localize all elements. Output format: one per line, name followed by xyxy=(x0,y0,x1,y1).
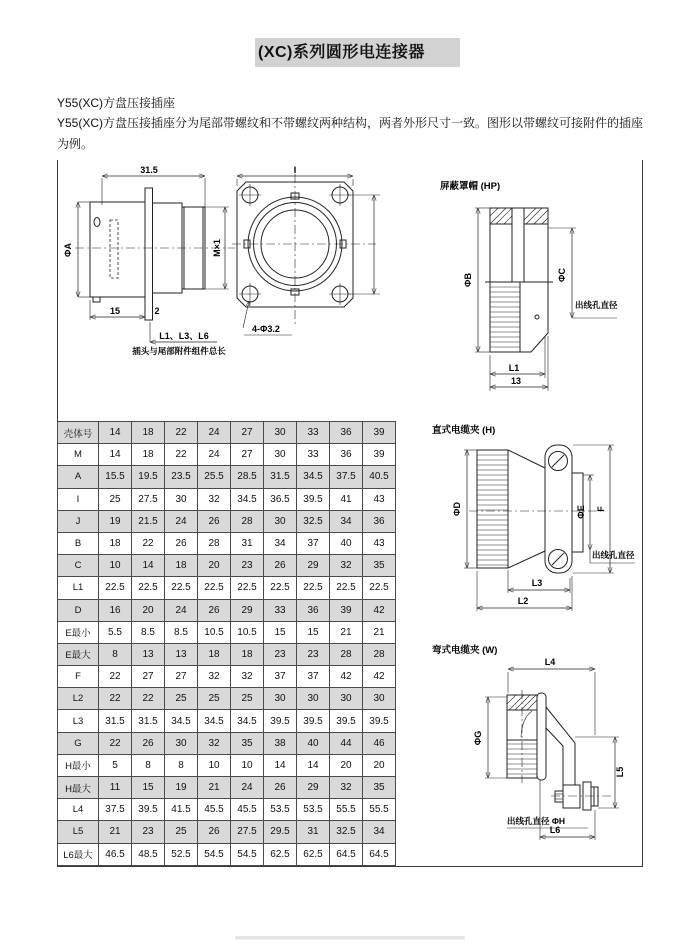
row-label: L4 xyxy=(58,799,99,821)
table-cell: 31.5 xyxy=(99,710,132,732)
table-cell: 23 xyxy=(297,643,330,665)
table-row xyxy=(58,666,396,688)
table-cell: 21 xyxy=(363,621,396,643)
dim-thread: M×1 xyxy=(212,239,222,257)
table-cell: 32 xyxy=(330,555,363,577)
table-cell: 14 xyxy=(264,754,297,776)
table-cell: 26 xyxy=(198,510,231,532)
table-cell: 19 xyxy=(99,510,132,532)
dim-l3: L3 xyxy=(531,578,543,588)
table-cell: 21 xyxy=(99,821,132,843)
row-label: C xyxy=(58,555,99,577)
table-row xyxy=(58,821,396,843)
table-cell: 41.5 xyxy=(165,799,198,821)
table-cell: 22.5 xyxy=(297,577,330,599)
angle-clamp-drawing xyxy=(425,640,641,852)
table-cell: 27.5 xyxy=(231,821,264,843)
table-cell: 23 xyxy=(264,643,297,665)
table-cell: 54.5 xyxy=(198,843,231,865)
table-cell: 22.5 xyxy=(99,577,132,599)
table-cell: 8 xyxy=(99,643,132,665)
table-cell: 35 xyxy=(231,732,264,754)
straight-clamp-drawing xyxy=(425,420,641,620)
table-header-cell: 18 xyxy=(132,422,165,444)
table-cell: 52.5 xyxy=(165,843,198,865)
table-cell: 13 xyxy=(132,643,165,665)
dim-i: I xyxy=(293,165,297,175)
row-label: L3 xyxy=(58,710,99,732)
front-view-drawing xyxy=(230,160,405,345)
table-cell: 64.5 xyxy=(363,843,396,865)
row-label: 壳体号 xyxy=(58,422,99,444)
table-cell: 32 xyxy=(198,666,231,688)
table-cell: 22.5 xyxy=(231,577,264,599)
table-row xyxy=(58,466,396,488)
table-row xyxy=(58,488,396,510)
dim-f: F xyxy=(596,506,606,512)
footer-divider xyxy=(235,936,465,939)
table-header-row xyxy=(58,422,396,444)
dim-31-5: 31.5 xyxy=(140,165,158,175)
product-description: Y55(XC)方盘压接插座分为尾部带螺纹和不带螺纹两种结构，两者外形尺寸一致。图形以带螺纹可接附件的插座为例。 xyxy=(57,116,644,151)
table-cell: 39 xyxy=(330,599,363,621)
table-cell: 20 xyxy=(330,754,363,776)
table-cell: 62.5 xyxy=(264,843,297,865)
table-cell: 10 xyxy=(198,754,231,776)
table-cell: 25 xyxy=(99,488,132,510)
table-cell: 30 xyxy=(264,510,297,532)
table-cell: 25 xyxy=(231,688,264,710)
row-label: M xyxy=(58,444,99,466)
table-cell: 23 xyxy=(132,821,165,843)
table-cell: 34.5 xyxy=(231,710,264,732)
row-label: A xyxy=(58,466,99,488)
table-cell: 54.5 xyxy=(231,843,264,865)
table-cell: 10.5 xyxy=(231,621,264,643)
table-cell: 39 xyxy=(363,444,396,466)
table-cell: 19 xyxy=(165,777,198,799)
table-cell: 32.5 xyxy=(297,510,330,532)
table-cell: 32 xyxy=(198,488,231,510)
table-cell: 23.5 xyxy=(165,466,198,488)
table-cell: 38 xyxy=(264,732,297,754)
table-cell: 8.5 xyxy=(132,621,165,643)
table-cell: 14 xyxy=(99,444,132,466)
table-cell: 31 xyxy=(297,821,330,843)
table-cell: 22 xyxy=(99,688,132,710)
table-row xyxy=(58,799,396,821)
table-cell: 48.5 xyxy=(132,843,165,865)
table-cell: 25 xyxy=(165,688,198,710)
table-cell: 44 xyxy=(330,732,363,754)
table-cell: 40 xyxy=(330,532,363,554)
table-cell: 45.5 xyxy=(231,799,264,821)
table-cell: 30 xyxy=(330,688,363,710)
dim-phi-b: ΦB xyxy=(463,273,473,287)
table-cell: 55.5 xyxy=(363,799,396,821)
dim-l2: L2 xyxy=(517,596,529,606)
table-cell: 15.5 xyxy=(99,466,132,488)
product-subtitle: Y55(XC)方盘压接插座 xyxy=(57,96,176,110)
dim-phi-e: ΦE xyxy=(576,505,586,519)
table-row xyxy=(58,532,396,554)
table-cell: 20 xyxy=(132,599,165,621)
table-cell: 40.5 xyxy=(363,466,396,488)
table-cell: 8 xyxy=(132,754,165,776)
table-cell: 8 xyxy=(165,754,198,776)
table-cell: 28 xyxy=(231,510,264,532)
table-cell: 21 xyxy=(198,777,231,799)
table-cell: 29 xyxy=(297,777,330,799)
table-cell: 21.5 xyxy=(132,510,165,532)
table-cell: 20 xyxy=(363,754,396,776)
table-cell: 22.5 xyxy=(330,577,363,599)
table-cell: 28 xyxy=(330,643,363,665)
table-row xyxy=(58,710,396,732)
row-label: D xyxy=(58,599,99,621)
table-cell: 42 xyxy=(330,666,363,688)
dimension-table xyxy=(57,421,396,866)
table-cell: 64.5 xyxy=(330,843,363,865)
row-label: G xyxy=(58,732,99,754)
dim-phi-g: ΦG xyxy=(473,730,483,746)
table-cell: 26 xyxy=(132,732,165,754)
table-cell: 46.5 xyxy=(99,843,132,865)
shield-cap-body xyxy=(485,208,553,352)
table-cell: 25.5 xyxy=(198,466,231,488)
table-cell: 37 xyxy=(297,666,330,688)
table-cell: 36 xyxy=(297,599,330,621)
outlet-label-w: 出线孔直径 ΦH xyxy=(507,816,565,826)
table-cell: 8.5 xyxy=(165,621,198,643)
table-cell: 39.5 xyxy=(132,799,165,821)
table-row xyxy=(58,732,396,754)
table-cell: 22 xyxy=(132,532,165,554)
dim-15: 15 xyxy=(109,306,121,316)
table-cell: 25 xyxy=(198,688,231,710)
table-header-cell: 36 xyxy=(330,422,363,444)
table-cell: 28 xyxy=(198,532,231,554)
dim-l5: L5 xyxy=(615,766,625,778)
table-cell: 34.5 xyxy=(297,466,330,488)
table-cell: 42 xyxy=(363,666,396,688)
table-cell: 26 xyxy=(165,532,198,554)
table-cell: 18 xyxy=(165,555,198,577)
table-cell: 37 xyxy=(297,532,330,554)
table-cell: 35 xyxy=(363,777,396,799)
table-cell: 39.5 xyxy=(264,710,297,732)
dim-l1-hp: L1 xyxy=(508,363,520,373)
table-cell: 15 xyxy=(132,777,165,799)
table-cell: 43 xyxy=(363,488,396,510)
shield-cap-drawing xyxy=(425,175,641,400)
table-header-cell: 30 xyxy=(264,422,297,444)
table-row xyxy=(58,643,396,665)
row-label: L2 xyxy=(58,688,99,710)
table-cell: 36.5 xyxy=(264,488,297,510)
table-cell: 24 xyxy=(198,444,231,466)
table-cell: 18 xyxy=(99,532,132,554)
table-header-cell: 22 xyxy=(165,422,198,444)
table-cell: 29 xyxy=(297,555,330,577)
table-header-cell: 24 xyxy=(198,422,231,444)
table-row xyxy=(58,688,396,710)
table-cell: 22.5 xyxy=(165,577,198,599)
table-row xyxy=(58,754,396,776)
table-cell: 24 xyxy=(165,599,198,621)
table-cell: 34.5 xyxy=(198,710,231,732)
table-cell: 31 xyxy=(231,532,264,554)
dim-phi-a: ΦA xyxy=(63,243,73,257)
table-cell: 41 xyxy=(330,488,363,510)
table-row xyxy=(58,510,396,532)
table-header-cell: 39 xyxy=(363,422,396,444)
table-cell: 45.5 xyxy=(198,799,231,821)
table-cell: 27.5 xyxy=(132,488,165,510)
table-cell: 37 xyxy=(264,666,297,688)
table-cell: 22.5 xyxy=(132,577,165,599)
table-cell: 13 xyxy=(165,643,198,665)
table-header-cell: 14 xyxy=(99,422,132,444)
table-cell: 22.5 xyxy=(198,577,231,599)
outlet-label-hp: 出线孔直径 xyxy=(575,300,618,310)
table-cell: 25 xyxy=(165,821,198,843)
table-header-cell: 27 xyxy=(231,422,264,444)
table-cell: 33 xyxy=(297,444,330,466)
table-cell: 22 xyxy=(99,666,132,688)
table-cell: 32 xyxy=(330,777,363,799)
table-cell: 42 xyxy=(363,599,396,621)
table-cell: 22.5 xyxy=(363,577,396,599)
table-cell: 34 xyxy=(264,532,297,554)
table-cell: 29 xyxy=(231,599,264,621)
table-cell: 36 xyxy=(363,510,396,532)
table-cell: 33 xyxy=(264,599,297,621)
table-cell: 53.5 xyxy=(264,799,297,821)
dim-phi-d: ΦD xyxy=(452,502,462,516)
table-cell: 31.5 xyxy=(264,466,297,488)
table-cell: 37.5 xyxy=(330,466,363,488)
table-cell: 30 xyxy=(165,732,198,754)
table-row xyxy=(58,777,396,799)
table-cell: 30 xyxy=(297,688,330,710)
row-label: H最小 xyxy=(58,754,99,776)
table-cell: 22 xyxy=(165,444,198,466)
table-cell: 32 xyxy=(231,666,264,688)
note-caption: 插头与尾部附件组件总长 xyxy=(132,346,226,356)
table-cell: 30 xyxy=(165,488,198,510)
row-label: E最大 xyxy=(58,643,99,665)
row-label: L1 xyxy=(58,577,99,599)
table-cell: 30 xyxy=(363,688,396,710)
table-cell: 10 xyxy=(231,754,264,776)
table-cell: 35 xyxy=(363,555,396,577)
row-label: L5 xyxy=(58,821,99,843)
table-cell: 23 xyxy=(231,555,264,577)
table-row xyxy=(58,599,396,621)
table-cell: 14 xyxy=(132,555,165,577)
table-cell: 31.5 xyxy=(132,710,165,732)
angle-clamp-title: 弯式电缆夹 (W) xyxy=(432,645,498,656)
table-cell: 39.5 xyxy=(330,710,363,732)
angle-clamp-body xyxy=(507,693,598,810)
straight-clamp-body xyxy=(477,445,583,573)
table-cell: 28.5 xyxy=(231,466,264,488)
table-cell: 29.5 xyxy=(264,821,297,843)
table-cell: 26 xyxy=(198,821,231,843)
table-cell: 46 xyxy=(363,732,396,754)
table-cell: 30 xyxy=(264,688,297,710)
page-title: (XC)系列圆形电连接器 xyxy=(255,38,460,67)
table-cell: 15 xyxy=(297,621,330,643)
table-cell: 55.5 xyxy=(330,799,363,821)
table-header-cell: 33 xyxy=(297,422,330,444)
note-dims: L1、L3、L6 xyxy=(159,331,209,341)
table-cell: 27 xyxy=(165,666,198,688)
row-label: J xyxy=(58,510,99,532)
table-cell: 27 xyxy=(132,666,165,688)
table-cell: 27 xyxy=(231,444,264,466)
table-cell: 11 xyxy=(99,777,132,799)
row-label: L6最大 xyxy=(58,843,99,865)
table-cell: 53.5 xyxy=(297,799,330,821)
table-cell: 22 xyxy=(99,732,132,754)
table-cell: 22.5 xyxy=(264,577,297,599)
table-cell: 26 xyxy=(264,777,297,799)
table-cell: 34.5 xyxy=(165,710,198,732)
table-cell: 18 xyxy=(132,444,165,466)
row-label: B xyxy=(58,532,99,554)
table-cell: 43 xyxy=(363,532,396,554)
row-label: F xyxy=(58,666,99,688)
dim-13: 13 xyxy=(510,376,522,386)
table-row xyxy=(58,843,396,865)
table-cell: 34.5 xyxy=(231,488,264,510)
table-cell: 28 xyxy=(363,643,396,665)
table-cell: 24 xyxy=(165,510,198,532)
table-row xyxy=(58,555,396,577)
table-cell: 26 xyxy=(198,599,231,621)
table-cell: 32 xyxy=(198,732,231,754)
table-cell: 22 xyxy=(132,688,165,710)
table-cell: 15 xyxy=(264,621,297,643)
shield-cap-title: 屏蔽罩帽 (HP) xyxy=(440,181,501,192)
table-cell: 18 xyxy=(231,643,264,665)
connector-body xyxy=(90,188,205,320)
table-cell: 39.5 xyxy=(297,488,330,510)
table-cell: 37.5 xyxy=(99,799,132,821)
table-cell: 39.5 xyxy=(363,710,396,732)
table-cell: 5 xyxy=(99,754,132,776)
table-cell: 34 xyxy=(330,510,363,532)
dim-2: 2 xyxy=(154,306,160,316)
table-cell: 10 xyxy=(99,555,132,577)
row-label: H最大 xyxy=(58,777,99,799)
table-cell: 24 xyxy=(231,777,264,799)
table-cell: 34 xyxy=(363,821,396,843)
table-row xyxy=(58,577,396,599)
table-cell: 16 xyxy=(99,599,132,621)
table-cell: 62.5 xyxy=(297,843,330,865)
table-cell: 21 xyxy=(330,621,363,643)
dim-l6: L6 xyxy=(549,825,561,835)
table-row xyxy=(58,444,396,466)
table-cell: 10.5 xyxy=(198,621,231,643)
dim-l4: L4 xyxy=(544,657,556,667)
table-cell: 30 xyxy=(264,444,297,466)
table-cell: 32.5 xyxy=(330,821,363,843)
row-label: I xyxy=(58,488,99,510)
straight-clamp-title: 直式电缆夹 (H) xyxy=(432,425,496,436)
table-cell: 18 xyxy=(198,643,231,665)
table-cell: 14 xyxy=(297,754,330,776)
holes-label: 4-Φ3.2 xyxy=(252,324,280,334)
dim-phi-c: ΦC xyxy=(557,268,567,282)
table-cell: 39.5 xyxy=(297,710,330,732)
row-label: E最小 xyxy=(58,621,99,643)
table-cell: 19.5 xyxy=(132,466,165,488)
table-cell: 36 xyxy=(330,444,363,466)
outlet-label-h: 出线孔直径 xyxy=(592,550,635,560)
table-cell: 5.5 xyxy=(99,621,132,643)
table-cell: 26 xyxy=(264,555,297,577)
table-cell: 20 xyxy=(198,555,231,577)
table-cell: 40 xyxy=(297,732,330,754)
table-row xyxy=(58,621,396,643)
